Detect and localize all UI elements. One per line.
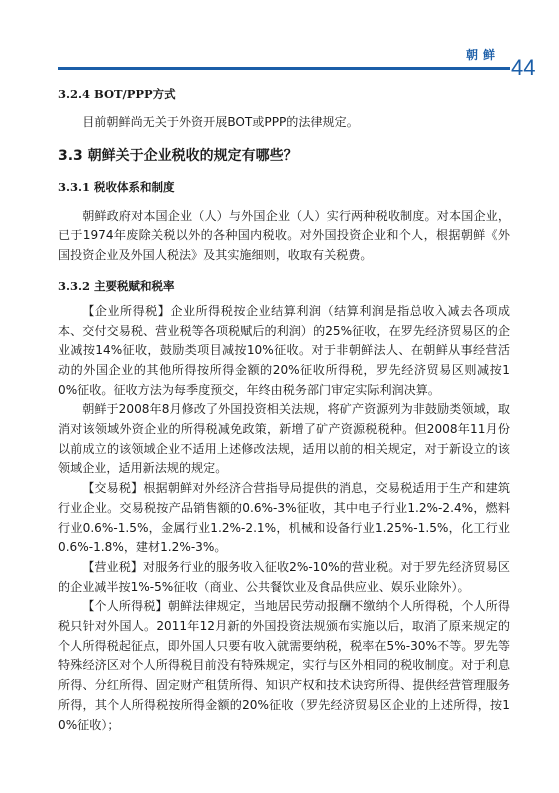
page-content <box>58 86 510 735</box>
page-number: 44 <box>511 55 536 80</box>
heading-3-3: 3.3 朝鲜关于企业税收的规定有哪些？ <box>58 147 298 164</box>
heading-3-2-4: 3.2.4 BOT/PPP方式 <box>58 87 176 101</box>
paragraph-bot-ppp: 目前朝鲜尚无关于外资开展BOT或PPP的法律规定。 <box>82 115 359 129</box>
heading-3-3-1: 3.3.1 税收体系和制度 <box>58 179 175 194</box>
paragraph-tax-system: 朝鲜政府对本国企业（人）与外国企业（人）实行两种税收制度。对本国企业，已于1974年废除关税以外的各种国内税收。对外国投资企业和个人，根据朝鲜《外国投资企业及外国人税法》及其实施细则，收取有关税费。 <box>58 208 510 263</box>
paragraph-business-tax: 【营业税】对服务行业的服务收入征收2%-10%的营业税。对于罗先经济贸易区的企业减半按1%-5%征收（商业、公共餐饮业及食品供应业、娱乐业除外）。 <box>58 559 510 594</box>
paragraph-transaction-tax: 【交易税】根据朝鲜对外经济合营指导局提供的消息，交易税适用于生产和建筑行业企业。交易税按产品销售额的0.6%-3%征收，其中电子行业1.2%-2.4%，燃料行业0.6%-1.5%，金属行业1.2%-2.1%，机械和设备行业1.25%-1.5%，化工行业0.6%-1.8%，建材1.2%-3%。 <box>58 481 510 555</box>
header-rule <box>58 67 510 70</box>
header-country: 朝鲜 <box>466 48 501 62</box>
paragraph-personal-income-tax: 【个人所得税】朝鲜法律规定，当地居民劳动报酬不缴纳个人所得税，个人所得税只针对外国人。2011年12月新的外国投资法规颁布实施以后，取消了原来规定的个人所得税起征点，即外国人只要有收入就需要纳税，税率在5%-30%不等。罗先等特殊经济区对个人所得税目前没有特殊规定，实行与区外相同的税收制度。对于利息所得、分红所得、固定财产租赁所得、知识产权和技术诀窍所得、提供经营管理服务所得，其个人所得税按所得金额的20%征收（罗先经济贸易区企业的上述所得，按10%征收）； <box>58 599 510 732</box>
heading-3-3-2: 3.3.2 主要税赋和税率 <box>58 278 175 293</box>
paragraph-mineral-resource-tax: 朝鲜于2008年8月修改了外国投资相关法规，将矿产资源列为非鼓励类领域，取消对该领域外资企业的所得税减免政策，新增了矿产资源税税种。但2008年11月份以前成立的该领域企业不适用上述修改法规，适用以前的相关规定，对于新设立的该领域企业，适用新法规的规定。 <box>58 402 510 476</box>
paragraph-corporate-income-tax: 【企业所得税】企业所得税按企业结算利润（结算利润是指总收入减去各项成本、交付交易税、营业税等各项税赋后的利润）的25%征收，在罗先经济贸易区的企业减按14%征收，鼓励类项目减按10%征收。对于非朝鲜法人、在朝鲜从事经营活动的外国企业的其他所得按所得金额的20%征收所得税，罗先经济贸易区则减按10%征收。征收方法为每季度预交，年终由税务部门审定实际利润决算。 <box>58 303 510 397</box>
